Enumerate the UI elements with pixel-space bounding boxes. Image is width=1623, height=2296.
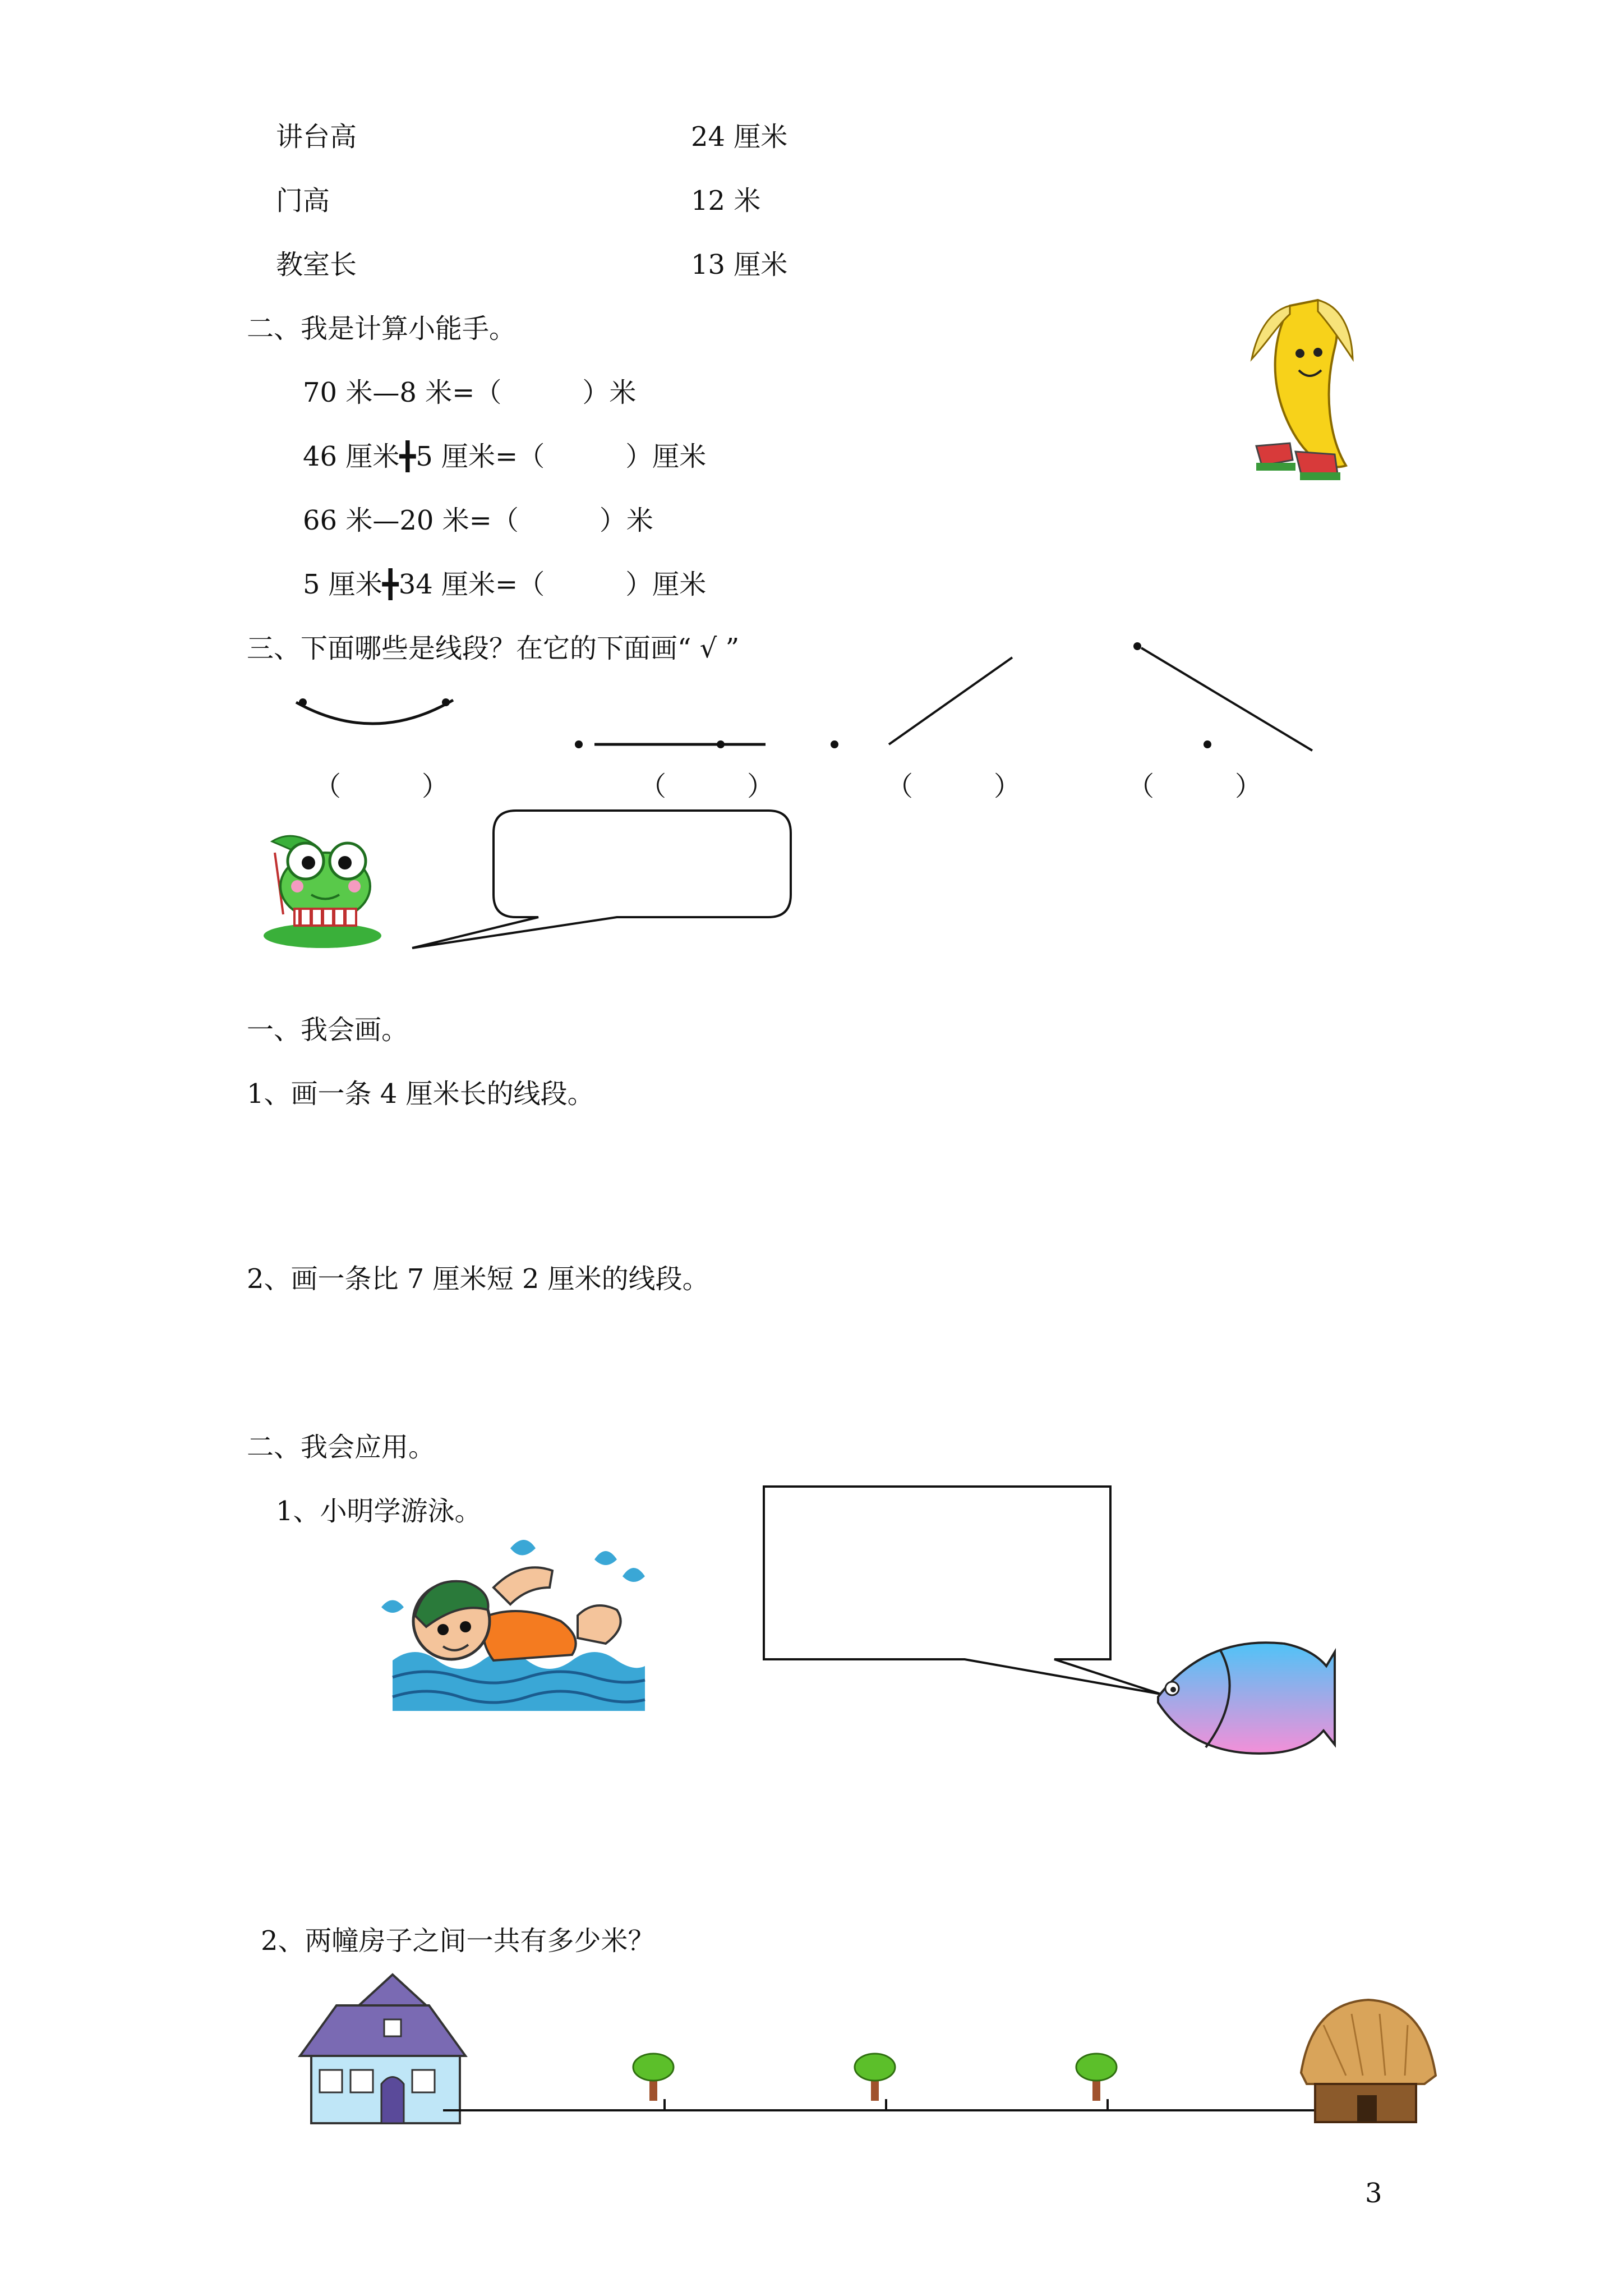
calc-line-2: 46 厘米╋5 厘米=（ ）厘米 bbox=[303, 441, 707, 472]
left-house-icon bbox=[300, 1975, 465, 2123]
calc-line-4: 5 厘米╋34 厘米=（ ）厘米 bbox=[303, 569, 707, 600]
page-number: 3 bbox=[1365, 2178, 1382, 2209]
row-value-1: 24 厘米 bbox=[691, 121, 788, 153]
section2-title: 二、我是计算小能手。 bbox=[247, 313, 517, 344]
frog-speech-bubble bbox=[412, 811, 791, 948]
banana-character-icon bbox=[1252, 300, 1353, 480]
figure-segment-with-points bbox=[575, 740, 766, 748]
answer-paren-1: （ ） bbox=[314, 771, 449, 802]
row-item-2: 门高 bbox=[276, 185, 330, 217]
figure-curve bbox=[296, 698, 453, 724]
right-thatched-house-icon bbox=[1301, 2000, 1436, 2122]
row-value-2: 12 米 bbox=[691, 185, 761, 217]
swim-speech-bubble bbox=[764, 1487, 1161, 1694]
tree-icon bbox=[855, 2054, 895, 2101]
figure-line-segment bbox=[1133, 642, 1312, 751]
calc-line-1: 70 米—8 米=（ ）米 bbox=[303, 377, 637, 408]
calc-line-3: 66 米—20 米=（ ）米 bbox=[303, 505, 653, 536]
row-value-3: 13 厘米 bbox=[691, 249, 788, 280]
draw-question-1: 1、画一条 4 厘米长的线段。 bbox=[247, 1078, 594, 1110]
tree-icon bbox=[633, 2054, 674, 2101]
tree-icon bbox=[1076, 2054, 1117, 2101]
draw-question-2: 2、画一条比 7 厘米短 2 厘米的线段。 bbox=[247, 1263, 709, 1295]
row-item-3: 教室长 bbox=[276, 249, 357, 280]
apply-question-2: 2、两幢房子之间一共有多少米？ bbox=[261, 1925, 655, 1957]
answer-paren-3: （ ） bbox=[886, 771, 1021, 802]
apply-title: 二、我会应用。 bbox=[247, 1432, 436, 1463]
draw-title: 一、我会画。 bbox=[247, 1014, 409, 1046]
fish-icon bbox=[1158, 1642, 1335, 1754]
figure-ray bbox=[831, 657, 1012, 748]
apply-question-1: 1、小明学游泳。 bbox=[276, 1496, 482, 1527]
row-item-1: 讲台高 bbox=[276, 121, 357, 153]
frog-character-icon bbox=[264, 836, 381, 948]
swimmer-boy-icon bbox=[381, 1540, 645, 1711]
answer-paren-2: （ ） bbox=[639, 771, 774, 802]
answer-paren-4: （ ） bbox=[1127, 771, 1262, 802]
section3-title: 三、下面哪些是线段？在它的下面画“ √ ” bbox=[247, 633, 740, 664]
